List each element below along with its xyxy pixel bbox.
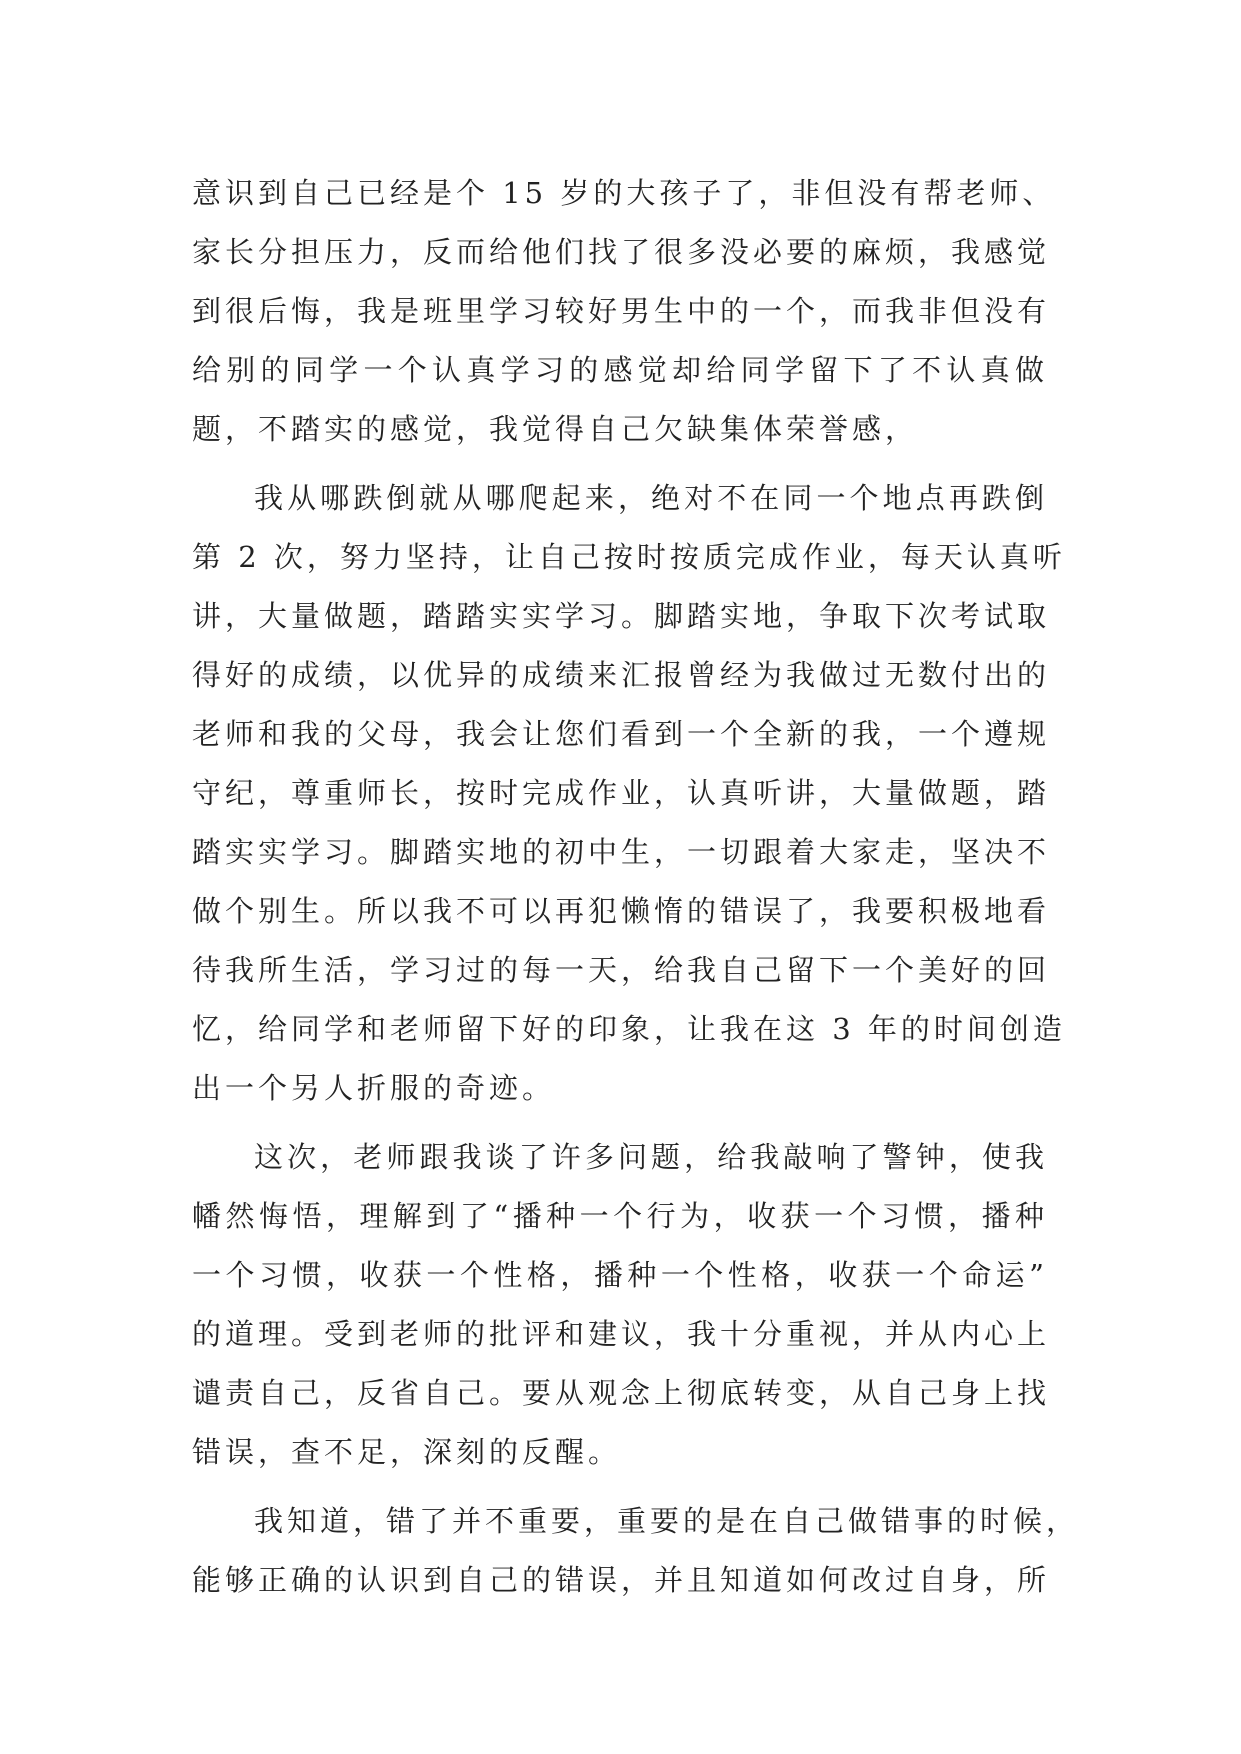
text-line: 我从哪跌倒就从哪爬起来，绝对不在同一个地点再跌倒	[254, 481, 1048, 515]
text-line: 老师和我的父母，我会让您们看到一个全新的我，一个遵规	[192, 717, 1051, 751]
text-line: 讲，大量做题，踏踏实实学习。脚踏实地，争取下次考试取	[192, 599, 1051, 633]
paragraph	[192, 164, 1056, 459]
text-line: 待我所生活，学习过的每一天，给我自己留下一个美好的回	[192, 953, 1051, 987]
text-line: 题，不踏实的感觉，我觉得自己欠缺集体荣誉感，	[192, 412, 919, 446]
text-line: 忆，给同学和老师留下好的印象，让我在这 3 年的时间创造	[192, 1012, 1066, 1046]
text-line: 意识到自己已经是个 15 岁的大孩子了，非但没有帮老师、	[192, 176, 1056, 210]
text-line: 给别的同学一个认真学习的感觉却给同学留下了不认真做	[192, 353, 1048, 387]
text-line: 错误，查不足，深刻的反醒。	[192, 1435, 622, 1469]
text-line: 守纪，尊重师长，按时完成作业，认真听讲，大量做题，踏	[192, 776, 1051, 810]
paragraph	[192, 469, 1066, 1118]
text-line: 第 2 次，努力坚持，让自己按时按质完成作业，每天认真听	[192, 540, 1066, 574]
text-line: 能够正确的认识到自己的错误，并且知道如何改过自身，所	[192, 1563, 1051, 1597]
text-line: 做个别生。所以我不可以再犯懒惰的错误了，我要积极地看	[192, 894, 1051, 928]
document-body	[192, 164, 1080, 1610]
paragraph	[192, 1128, 1051, 1482]
text-line: 到很后悔，我是班里学习较好男生中的一个，而我非但没有	[192, 294, 1051, 328]
text-line: 谴责自己，反省自己。要从观念上彻底转变，从自己身上找	[192, 1376, 1051, 1410]
text-line: 幡然悔悟，理解到了“播种一个行为，收获一个习惯，播种	[192, 1199, 1048, 1233]
text-line: 这次，老师跟我谈了许多问题，给我敲响了警钟，使我	[254, 1140, 1048, 1174]
text-line: 家长分担压力，反而给他们找了很多没必要的麻烦，我感觉	[192, 235, 1051, 269]
text-line: 得好的成绩，以优异的成绩来汇报曾经为我做过无数付出的	[192, 658, 1051, 692]
text-line: 一个习惯，收获一个性格，播种一个性格，收获一个命运”	[192, 1258, 1048, 1292]
text-line: 踏实实学习。脚踏实地的初中生，一切跟着大家走，坚决不	[192, 835, 1051, 869]
text-line: 的道理。受到老师的批评和建议，我十分重视，并从内心上	[192, 1317, 1051, 1351]
text-line: 出一个另人折服的奇迹。	[192, 1071, 556, 1105]
text-line: 我知道，错了并不重要，重要的是在自己做错事的时候，	[254, 1504, 1080, 1538]
paragraph	[192, 1492, 1080, 1610]
